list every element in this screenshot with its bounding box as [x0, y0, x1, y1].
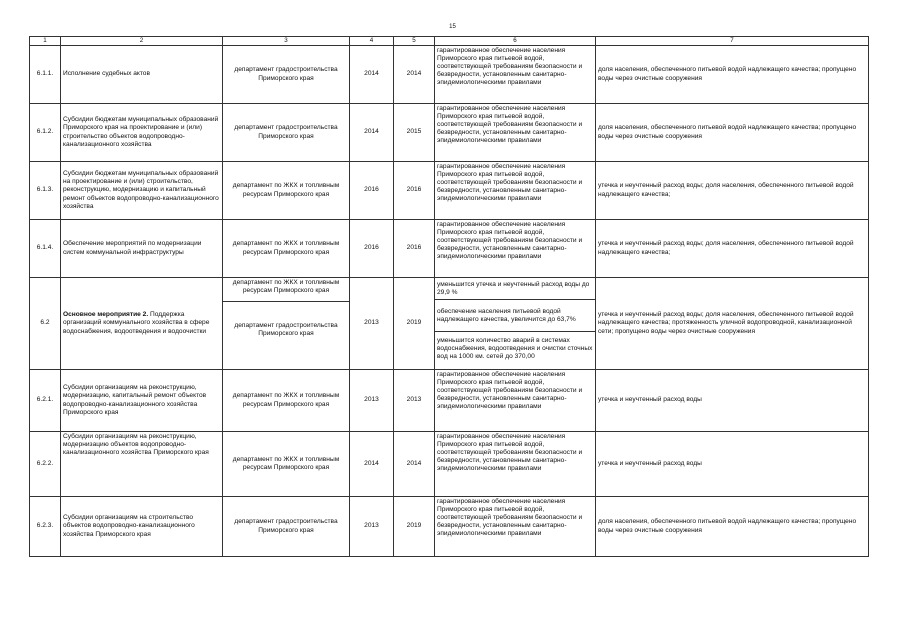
measure-title: Основное мероприятие 2.	[63, 311, 149, 319]
measure-name: Субсидии бюджетам муниципальных образований на проектирование и (или) строительство, реконструкцию, модернизацию и капитальный ремонт объектов водопроводно-канализационного хозяйства	[61, 162, 223, 220]
expected-result: гарантированное обеспечение населения Приморского края питьевой водой, соответствующей требованиям безопасности и безвредности, установленным санитарно-эпидемиологическими правилами	[435, 370, 596, 432]
main-measure-row	[30, 278, 869, 370]
start-year: 2013	[350, 497, 394, 557]
indicators: доля населения, обеспеченного питьевой водой надлежащего качества; пропущено воды через очистные сооружения	[596, 104, 869, 162]
measure-description: Поддержка организаций коммунального хозяйства в сфере водоснабжения, водоотведения и водоочистки	[63, 311, 210, 335]
executor: департамент по ЖКХ и топливным ресурсам Приморского края	[223, 432, 350, 497]
start-year: 2013	[350, 370, 394, 432]
end-year: 2016	[394, 162, 435, 220]
end-year: 2015	[394, 104, 435, 162]
row-number: 6.1.1.	[30, 46, 61, 104]
executor: департамент по ЖКХ и топливным ресурсам Приморского края	[223, 370, 350, 432]
expected-result: гарантированное обеспечение населения Приморского края питьевой водой, соответствующей требованиям безопасности и безвредности, установленным санитарно-эпидемиологическими правилами	[435, 220, 596, 278]
header-cell: 3	[223, 37, 350, 46]
header-cell: 1	[30, 37, 61, 46]
measure-name: Субсидии организациям на строительство объектов водопроводно-канализационного хозяйства Приморского края	[61, 497, 223, 557]
expected-result: уменьшится утечка и неучтенный расход воды до 29,9 %	[435, 278, 595, 300]
expected-result: обеспечение населения питьевой водой надлежащего качества, увеличится до 63,7%	[435, 300, 595, 332]
measure-name: Субсидии бюджетам муниципальных образований Приморского края на проектирование и (или) строительство объектов водопроводно-канализационного хозяйства	[61, 104, 223, 162]
row-number: 6.1.2.	[30, 104, 61, 162]
header-cell: 6	[435, 37, 596, 46]
expected-result: гарантированное обеспечение населения Приморского края питьевой водой, соответствующей требованиям безопасности и безвредности, установленным санитарно-эпидемиологическими правилами	[435, 104, 596, 162]
indicators: доля населения, обеспеченного питьевой водой надлежащего качества; пропущено воды через очистные сооружения	[596, 497, 869, 557]
table-row	[30, 46, 869, 104]
indicators: утечка и неучтенный расход воды	[596, 432, 869, 497]
page-number: 15	[449, 24, 456, 30]
expected-result: гарантированное обеспечение населения Приморского края питьевой водой, соответствующей требованиям безопасности и безвредности, установленным санитарно-эпидемиологическими правилами	[435, 46, 596, 104]
end-year: 2014	[394, 432, 435, 497]
table-row	[30, 162, 869, 220]
header-cell: 2	[61, 37, 223, 46]
end-year: 2016	[394, 220, 435, 278]
measure-name: Обеспечение мероприятий по модернизации систем коммунальной инфраструктуры	[61, 220, 223, 278]
executor: департамент градостроительства Приморского края	[223, 104, 350, 162]
row-number: 6.2	[30, 278, 61, 370]
executor: департамент градостроительства Приморского края	[223, 497, 350, 557]
indicators: утечка и неучтенный расход воды; доля населения, обеспеченного питьевой водой надлежащего качества;	[596, 162, 869, 220]
header-cell: 5	[394, 37, 435, 46]
expected-results	[435, 278, 596, 370]
indicators: утечка и неучтенный расход воды; доля населения, обеспеченного питьевой водой надлежащего качества;	[596, 220, 869, 278]
header-cell: 7	[596, 37, 869, 46]
executor: департамент по ЖКХ и топливным ресурсам Приморского края	[223, 162, 350, 220]
header-row	[30, 37, 869, 46]
table-row	[30, 432, 869, 497]
start-year: 2016	[350, 162, 394, 220]
measure-name	[61, 278, 223, 370]
indicators: утечка и неучтенный расход воды; доля населения, обеспеченного питьевой водой надлежащего качества; протяженность уличной водопроводной, канализационной сети; пропущено воды через очистные сооружения	[596, 278, 869, 370]
end-year: 2014	[394, 46, 435, 104]
end-year: 2013	[394, 370, 435, 432]
program-table	[29, 36, 869, 557]
executor: департамент градостроительства Приморского края	[223, 46, 350, 104]
expected-result: гарантированное обеспечение населения Приморского края питьевой водой, соответствующей требованиям безопасности и безвредности, установленным санитарно-эпидемиологическими правилами	[435, 432, 596, 497]
table-row	[30, 497, 869, 557]
measure-name: Исполнение судебных актов	[61, 46, 223, 104]
start-year: 2016	[350, 220, 394, 278]
table-row	[30, 104, 869, 162]
expected-result: гарантированное обеспечение населения Приморского края питьевой водой, соответствующей требованиям безопасности и безвредности, установленным санитарно-эпидемиологическими правилами	[435, 162, 596, 220]
expected-result: гарантированное обеспечение населения Приморского края питьевой водой, соответствующей требованиям безопасности и безвредности, установленным санитарно-эпидемиологическими правилами	[435, 497, 596, 557]
table-row	[30, 220, 869, 278]
start-year: 2014	[350, 46, 394, 104]
row-number: 6.1.4.	[30, 220, 61, 278]
executor: департамент по ЖКХ и топливным ресурсам Приморского края	[223, 220, 350, 278]
start-year: 2014	[350, 432, 394, 497]
executor: департамент градостроительства Приморского края	[234, 322, 338, 338]
end-year: 2019	[394, 497, 435, 557]
indicators: утечка и неучтенный расход воды	[596, 370, 869, 432]
row-number: 6.1.3.	[30, 162, 61, 220]
row-number: 6.2.1.	[30, 370, 61, 432]
end-year: 2019	[394, 278, 435, 370]
executor: департамент по ЖКХ и топливным ресурсам Приморского края	[223, 278, 349, 302]
measure-name: Субсидии организациям на реконструкцию, модернизацию, капитальный ремонт объектов водопроводно-канализационного хозяйства Приморского края	[61, 370, 223, 432]
row-number: 6.2.2.	[30, 432, 61, 497]
executors	[223, 278, 350, 370]
expected-result: уменьшится количество аварий в системах водоснабжения, водоотведения и очистки сточных вод на 1000 км. сетей до 370,00	[437, 337, 593, 361]
row-number: 6.2.3.	[30, 497, 61, 557]
start-year: 2014	[350, 104, 394, 162]
start-year: 2013	[350, 278, 394, 370]
header-cell: 4	[350, 37, 394, 46]
table-row	[30, 370, 869, 432]
measure-name: Субсидии организациям на реконструкцию, модернизацию объектов водопроводно-канализационного хозяйства Приморского края	[61, 432, 223, 497]
indicators: доля населения, обеспеченного питьевой водой надлежащего качества; пропущено воды через очистные сооружения	[596, 46, 869, 104]
